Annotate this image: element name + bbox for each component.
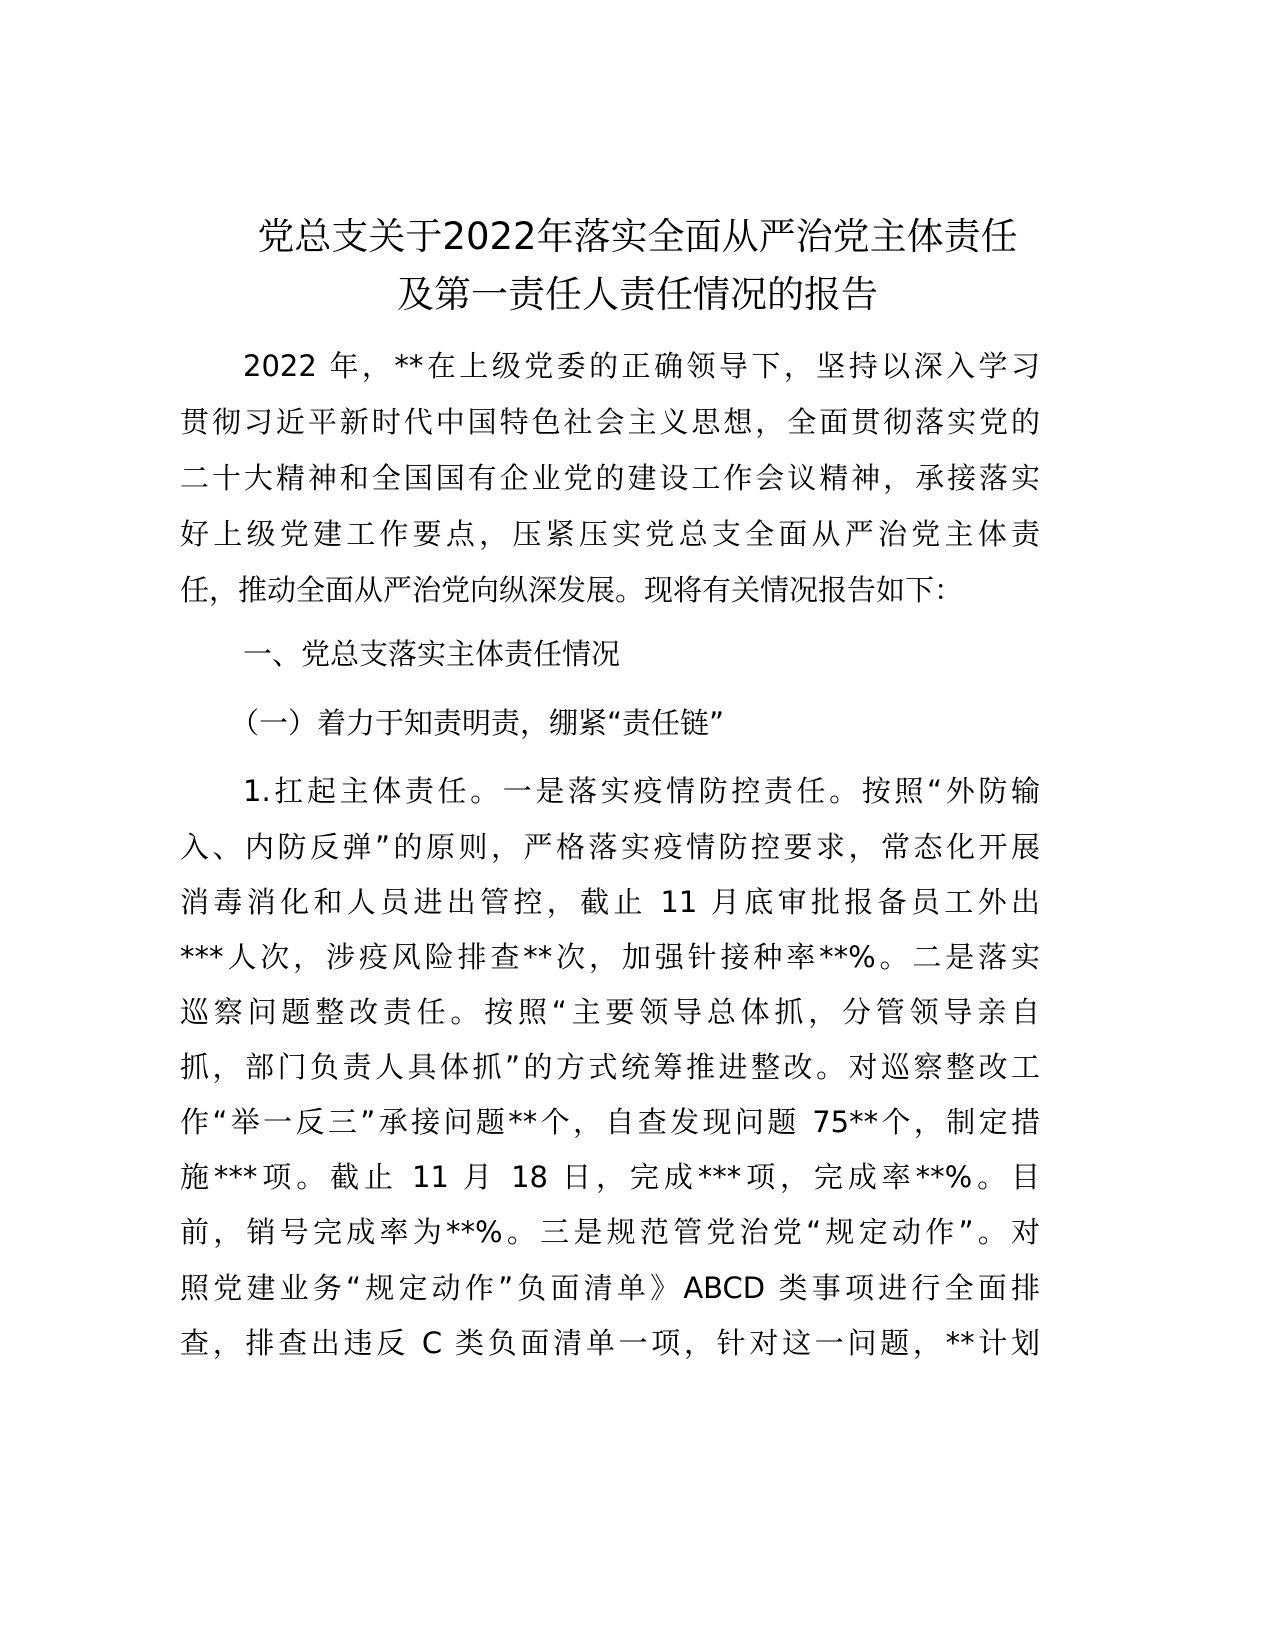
paragraph-line: 任，推动全面从严治党向纵深发展。现将有关情况报告如下： bbox=[180, 573, 964, 607]
paragraph-line: 1.扛起主体责任。一是落实疫情防控责任。按照“外防输 bbox=[243, 774, 1040, 808]
paragraph-line: ***人次，涉疫风险排查**次，加强针接种率**%。二是落实 bbox=[180, 940, 1040, 974]
document-title-line-1: 党总支关于2022年落实全面从严治党主体责任 bbox=[257, 215, 1018, 258]
paragraph-line: 入、内防反弹”的原则，严格落实疫情防控要求，常态化开展 bbox=[180, 830, 1040, 864]
subsection-heading: （一）着力于知责明责，绷紧“责任链” bbox=[230, 706, 725, 740]
section-heading: 一、党总支落实主体责任情况 bbox=[243, 637, 621, 671]
paragraph-line: 贯彻习近平新时代中国特色社会主义思想，全面贯彻落实党的 bbox=[180, 405, 1040, 439]
paragraph-line: 二十大精神和全国国有企业党的建设工作会议精神，承接落实 bbox=[180, 461, 1040, 495]
paragraph-line: 照党建业务“规定动作”负面清单》ABCD 类事项进行全面排 bbox=[180, 1271, 1040, 1305]
paragraph-line: 施***项。截止 11 月 18 日，完成***项，完成率**%。目 bbox=[180, 1160, 1040, 1194]
paragraph-line: 查，排查出违反 C 类负面清单一项，针对这一问题，**计划 bbox=[180, 1326, 1040, 1360]
paragraph-line: 抓，部门负责人具体抓”的方式统筹推进整改。对巡察整改工 bbox=[180, 1050, 1040, 1084]
paragraph-line: 前，销号完成率为**%。三是规范管党治党“规定动作”。对 bbox=[180, 1215, 1040, 1249]
paragraph-line: 消毒消化和人员进出管控，截止 11 月底审批报备员工外出 bbox=[180, 885, 1040, 919]
document-title-line-2: 及第一责任人责任情况的报告 bbox=[397, 273, 878, 316]
paragraph-line: 好上级党建工作要点，压紧压实党总支全面从严治党主体责 bbox=[180, 517, 1040, 551]
paragraph-line: 作“举一反三”承接问题**个，自查发现问题 75**个，制定措 bbox=[180, 1105, 1040, 1139]
paragraph-line: 巡察问题整改责任。按照“主要领导总体抓，分管领导亲自 bbox=[180, 995, 1040, 1029]
paragraph-line: 2022 年，**在上级党委的正确领导下，坚持以深入学习 bbox=[243, 349, 1040, 383]
